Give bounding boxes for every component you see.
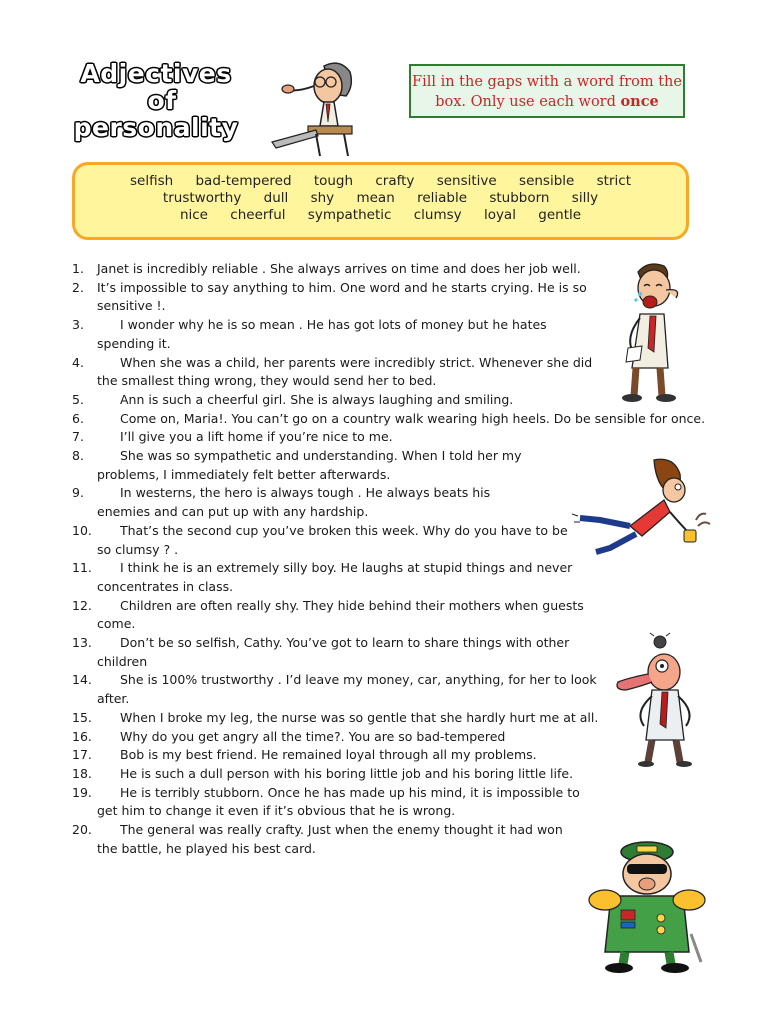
angry-man-clipart xyxy=(604,632,704,768)
sentence-text: The general was really crafty. Just when the enemy thought it had won the battle, he played his best card. xyxy=(97,822,563,856)
sentence-text: I’ll give you a lift home if you’re nice to me. xyxy=(120,429,393,445)
sentence-number: 5. xyxy=(72,391,84,407)
falling-woman-clipart xyxy=(570,456,718,566)
sentence-item xyxy=(72,410,717,429)
sentence-number: 10. xyxy=(72,522,92,538)
sentence-item xyxy=(72,354,607,391)
instruction-emphasis: once xyxy=(620,93,659,110)
sentence-item xyxy=(72,597,617,634)
sentence-text: When she was a child, her parents were incredibly strict. Whenever she did the smallest thing wrong, they would send her to bed. xyxy=(97,354,593,389)
worksheet-title xyxy=(66,60,246,141)
sentence-text: He is terribly stubborn. Once he has made up his mind, it is impossible to get him to change it even if it’s obvious that he is wrong. xyxy=(97,784,580,819)
sentence-number: 8. xyxy=(72,448,84,464)
sentence-text: I wonder why he is so mean . He has got lots of money but he hates spending it. xyxy=(97,317,547,351)
general-clipart xyxy=(575,834,717,974)
sentence-number: 19. xyxy=(72,784,92,800)
word-item: dull xyxy=(263,190,289,206)
word-item: mean xyxy=(356,190,395,206)
word-item: stubborn xyxy=(489,190,550,206)
word-item: sensitive xyxy=(436,173,497,189)
word-item: clumsy xyxy=(413,207,462,223)
word-item: loyal xyxy=(483,207,516,223)
instruction-box xyxy=(409,64,685,118)
sentence-item xyxy=(72,428,617,447)
sentence-text: Ann is such a cheerful girl. She is always laughing and smiling. xyxy=(120,391,514,407)
word-item: silly xyxy=(571,190,599,206)
sentence-number: 2. xyxy=(72,279,84,295)
word-item: crafty xyxy=(375,173,415,189)
sentence-text: That’s the second cup you’ve broken this week. Why do you have to be so clumsy ? . xyxy=(97,522,568,557)
word-item: sensible xyxy=(519,173,575,189)
word-row xyxy=(75,207,686,224)
sentence-number: 20. xyxy=(72,822,92,838)
sentence-number: 17. xyxy=(72,747,92,763)
sentence-text: Come on, Maria!. You can’t go on a country walk wearing high heels. Do be sensible for once. xyxy=(120,410,706,426)
sentence-text: It’s impossible to say anything to him. One word and he starts crying. He is so sensitive !. xyxy=(97,279,587,314)
sentence-item xyxy=(72,522,572,559)
sentence-text: She was so sympathetic and understanding. When I told her my problems, I immediately felt better afterwards. xyxy=(97,448,522,482)
sentence-number: 12. xyxy=(72,597,92,613)
sentence-number: 6. xyxy=(72,410,84,426)
sentence-item xyxy=(72,447,577,484)
sentence-item xyxy=(72,316,577,353)
instruction-text: Fill in the gaps with a word from the box. Only use each word xyxy=(412,74,682,110)
sentence-item xyxy=(72,484,547,521)
word-item: sympathetic xyxy=(307,207,392,223)
sentence-item xyxy=(72,709,617,728)
sentence-item xyxy=(72,784,597,821)
word-row xyxy=(75,173,686,190)
sentence-item xyxy=(72,821,567,858)
sentence-number: 1. xyxy=(72,261,84,276)
sentence-number: 4. xyxy=(72,354,84,370)
word-item: bad-tempered xyxy=(195,173,292,189)
sentence-item xyxy=(72,279,597,316)
sentence-text: She is 100% trustworthy . I’d leave my money, car, anything, for her to look after. xyxy=(97,672,597,707)
word-item: selfish xyxy=(130,173,174,189)
sentence-item xyxy=(72,728,617,747)
sentence-text: Children are often really shy. They hide behind their mothers when guests come. xyxy=(97,597,584,632)
sentence-text: I think he is an extremely silly boy. He laughs at stupid things and never concentrates in class. xyxy=(97,560,573,594)
word-item: trustworthy xyxy=(162,190,242,206)
word-item: tough xyxy=(313,173,354,189)
sentence-text: Don’t be so selfish, Cathy. You’ve got to learn to share things with other children xyxy=(97,635,570,669)
sentence-number: 13. xyxy=(72,635,92,651)
title-line-1: Adjectives xyxy=(80,59,232,88)
word-item: nice xyxy=(179,207,208,223)
sentence-number: 9. xyxy=(72,485,84,501)
sentence-item xyxy=(72,765,657,784)
sentence-number: 18. xyxy=(72,765,92,781)
sentence-text: In westerns, the hero is always tough . He always beats his enemies and can put up with any hardship. xyxy=(97,485,491,520)
word-item: gentle xyxy=(538,207,582,223)
word-row xyxy=(75,190,686,207)
title-line-3: personality xyxy=(73,113,239,142)
sentence-text: He is such a dull person with his boring little job and his boring little life. xyxy=(120,765,574,781)
title-line-2: of xyxy=(147,86,177,115)
man-writing-clipart xyxy=(262,56,372,160)
sentence-item xyxy=(72,634,617,671)
word-item: cheerful xyxy=(230,207,286,223)
sentence-number: 3. xyxy=(72,317,84,333)
word-item: strict xyxy=(596,173,631,189)
sentence-number: 14. xyxy=(72,672,92,688)
word-item: reliable xyxy=(417,190,468,206)
sentence-text: Bob is my best friend. He remained loyal through all my problems. xyxy=(120,747,537,763)
sentence-text: When I broke my leg, the nurse was so gentle that she hardly hurt me at all. xyxy=(120,709,599,725)
sentence-text: Why do you get angry all the time?. You are so bad-tempered xyxy=(120,728,506,744)
sentence-item xyxy=(72,671,622,708)
crying-man-clipart xyxy=(620,258,696,404)
sentence-item xyxy=(72,746,617,765)
sentence-number: 16. xyxy=(72,728,92,744)
word-box xyxy=(72,162,689,240)
sentence-item xyxy=(72,260,607,279)
word-item: shy xyxy=(310,190,335,206)
sentence-number: 15. xyxy=(72,709,92,725)
sentence-number: 7. xyxy=(72,429,84,445)
sentence-text: Janet is incredibly reliable . She always arrives on time and does her job well. xyxy=(97,261,581,276)
sentence-number: 11. xyxy=(72,560,92,576)
sentence-item xyxy=(72,391,617,410)
